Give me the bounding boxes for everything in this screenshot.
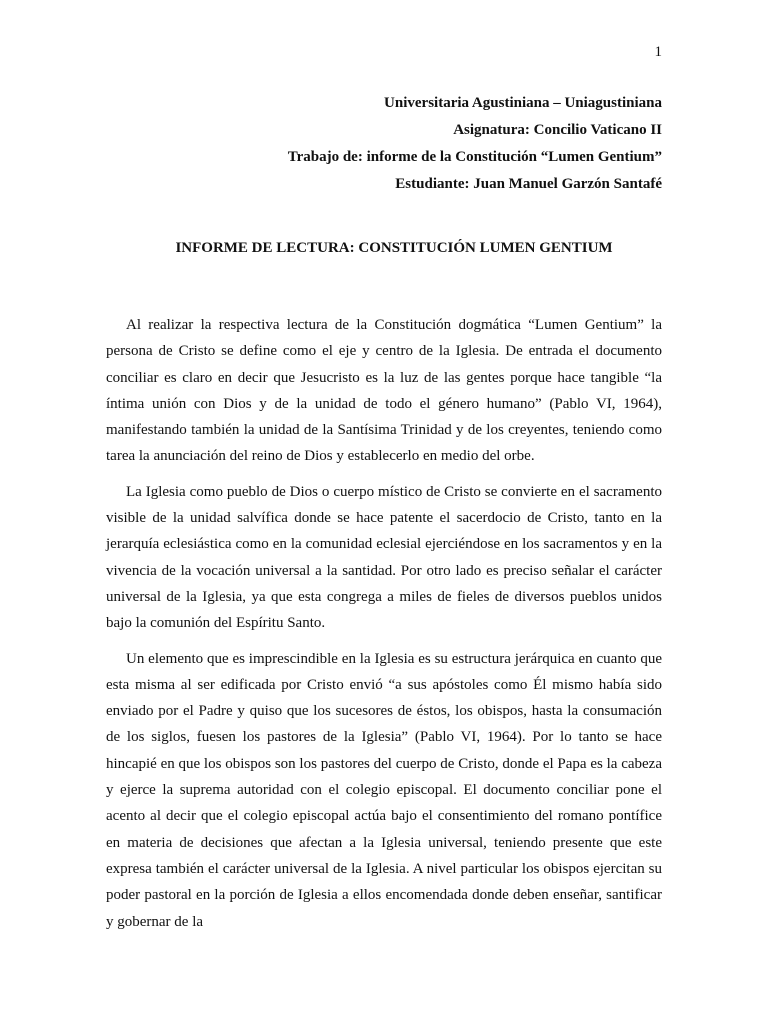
document-title: INFORME DE LECTURA: CONSTITUCIÓN LUMEN GENTIUM: [175, 240, 613, 256]
body-paragraph: La Iglesia como pueblo de Dios o cuerpo místico de Cristo se convierte en el sacramento visible de la unidad salvífica donde se hace patente el sacerdocio de Cristo, tanto en la jerarquía eclesiástica como en la comunidad eclesial ejerciéndose en los sacramentos y en la vivencia de la vocación universal a la santidad. Por otro lado es preciso señalar el carácter universal de la Iglesia, ya que esta congrega a miles de fieles de diversos pueblos unidos bajo la comunión del Espíritu Santo.: [106, 483, 662, 632]
assignment-line: Trabajo de: informe de la Constitución “Lumen Gentium”: [287, 149, 662, 165]
body-paragraph: Un elemento que es imprescindible en la Iglesia es su estructura jerárquica en cuanto que esta misma al ser edificada por Cristo envió “a sus apóstoles como Él mismo había sido enviado por el Padre y quiso que los sucesores de éstos, los obispos, hasta la consumación de los siglos, fuesen los pastores de la Iglesia” (Pablo VI, 1964). Por lo tanto se hace hincapié en que los obispos son los pastores del cuerpo de Cristo, donde el Papa es la cabeza y ejerce la suprema autoridad con el colegio episcopal. El documento conciliar pone el acento al decir que el colegio episcopal actúa bajo el consentimiento del romano pontífice en materia de decisiones que afectan a la Iglesia universal, teniendo presente que este expresa también el carácter universal de la Iglesia. A nivel particular los obispos ejercitan su poder pastoral en la porción de Iglesia a ellos encomendada donde deben enseñar, santificar y gobernar de la: [106, 650, 662, 930]
document-body: [106, 312, 662, 944]
document-header: [288, 90, 662, 198]
body-paragraph: Al realizar la respectiva lectura de la Constitución dogmática “Lumen Gentium” la persona de Cristo se define como el eje y centro de la Iglesia. De entrada el documento conciliar es claro en decir que Jesucristo es la luz de las gentes porque hace tangible “la íntima unión con Dios y de la unidad de todo el género humano” (Pablo VI, 1964), manifestando también la unidad de la Santísima Trinidad y de los creyentes, teniendo como tarea la anunciación del reino de Dios y establecerlo en medio del orbe.: [106, 317, 662, 465]
course-line: Asignatura: Concilio Vaticano II: [453, 122, 662, 138]
student-line: Estudiante: Juan Manuel Garzón Santafé: [395, 176, 662, 192]
page-number: 1: [654, 44, 662, 60]
institution-line: Universitaria Agustiniana – Uniagustiniana: [384, 95, 662, 111]
